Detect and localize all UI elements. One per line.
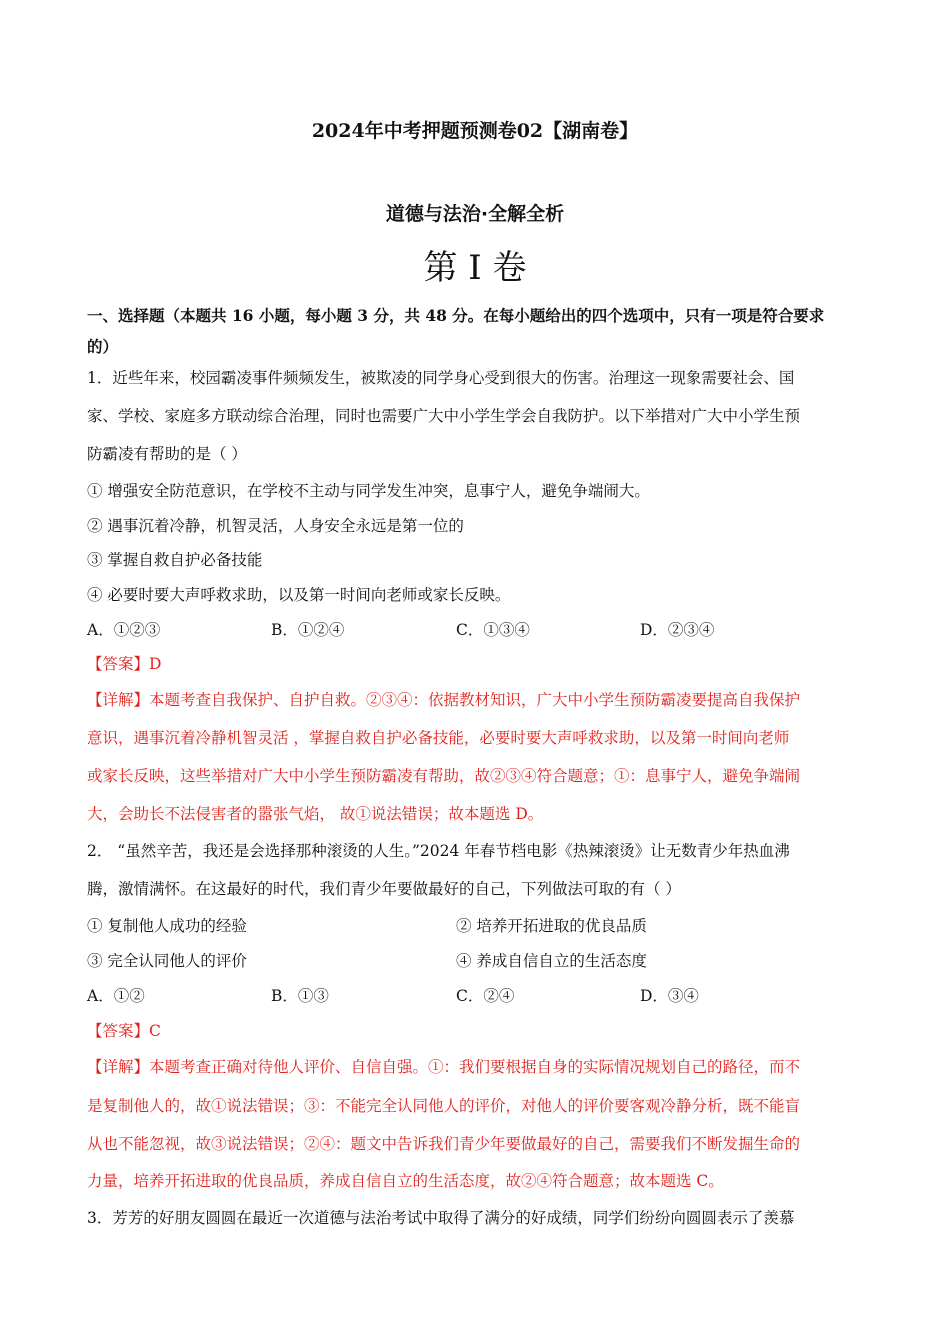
- q2-stem-line: 2． “虽然辛苦，我还是会选择那种滚烫的人生。”2024 年春节档电影《热辣滚烫》让无数青少年热血沸: [87, 842, 790, 860]
- q1-option-a: A．①②③: [87, 621, 161, 639]
- q1-analysis-line: 大，会助长不法侵害者的嚣张气焰， 故①说法错误；故本题选 D。: [87, 805, 544, 823]
- q1-stem-line: 1．近些年来，校园霸凌事件频频发生，被欺凌的同学身心受到很大的伤害。治理这一现象需要社会、国: [87, 369, 795, 387]
- q2-statement: ② 培养开拓进取的优良品质: [456, 917, 647, 935]
- q1-stem-line: 家、学校、家庭多方联动综合治理，同时也需要广大中小学生学会自我防护。以下举措对广大中小学生预: [87, 407, 801, 425]
- q2-option-c: C．②④: [456, 987, 515, 1005]
- q2-analysis-line: 从也不能忽视，故③说法错误；②④：题文中告诉我们青少年要做最好的自己，需要我们不断发掘生命的: [87, 1135, 801, 1153]
- exam-subtitle: 道德与法治·全解全析: [385, 203, 565, 225]
- q1-statement: ④ 必要时要大声呼救求助，以及第一时间向老师或家长反映。: [87, 586, 511, 604]
- q3-stem-line: 3．芳芳的好朋友圆圆在最近一次道德与法治考试中取得了满分的好成绩，同学们纷纷向圆圆表示了羡慕: [87, 1209, 795, 1227]
- q2-analysis-line: 是复制他人的，故①说法错误；③：不能完全认同他人的评价，对他人的评价要客观冷静分析，既不能盲: [87, 1097, 801, 1115]
- q1-analysis-line: 【详解】本题考查自我保护、自护自救。②③④：依据教材知识，广大中小学生预防霸凌要提高自我保护: [87, 691, 801, 709]
- q1-statement: ② 遇事沉着冷静，机智灵活，人身安全永远是第一位的: [87, 517, 464, 535]
- q2-option-d: D．③④: [640, 987, 699, 1005]
- volume-heading: 第 I 卷: [423, 248, 527, 288]
- q2-analysis-line: 【详解】本题考查正确对待他人评价、自信自强。①：我们要根据自身的实际情况规划自己的路径，而不: [87, 1058, 801, 1076]
- q2-statement: ③ 完全认同他人的评价: [87, 952, 247, 970]
- q1-analysis-line: 或家长反映，这些举措对广大中小学生预防霸凌有帮助，故②③④符合题意；①：息事宁人，避免争端闹: [87, 767, 801, 785]
- q1-statement: ③ 掌握自救自护必备技能: [87, 551, 263, 569]
- q2-option-b: B．①③: [271, 987, 329, 1005]
- q2-statement: ① 复制他人成功的经验: [87, 917, 247, 935]
- q2-option-a: A．①②: [87, 987, 145, 1005]
- q2-analysis-line: 力量，培养开拓进取的优良品质，养成自信自立的生活态度，故②④符合题意；故本题选 C。: [87, 1172, 724, 1190]
- q2-stem-line: 腾，激情满怀。在这最好的时代，我们青少年要做最好的自己，下列做法可取的有（ ）: [87, 880, 681, 898]
- q1-option-d: D．②③④: [640, 621, 715, 639]
- q2-statement: ④ 养成自信自立的生活态度: [456, 952, 647, 970]
- q1-stem-line: 防霸凌有帮助的是（ ）: [87, 445, 247, 463]
- q1-option-c: C．①③④: [456, 621, 530, 639]
- q2-answer: 【答案】C: [87, 1022, 161, 1040]
- q1-option-b: B．①②④: [271, 621, 345, 639]
- q1-answer: 【答案】D: [87, 655, 162, 673]
- q1-statement: ① 增强安全防范意识，在学校不主动与同学发生冲突，息事宁人，避免争端闹大。: [87, 482, 650, 500]
- q1-analysis-line: 意识，遇事沉着冷静机智灵活 ，掌握自救自护必备技能，必要时要大声呼救求助，以及第一时间向老师: [87, 729, 790, 747]
- exam-title: 2024年中考押题预测卷02【湖南卷】: [311, 120, 639, 142]
- section-instruction-cont: 的）: [87, 337, 119, 356]
- section-instruction: 一、选择题（本题共 16 小题，每小题 3 分，共 48 分。在每小题给出的四个选项中，只有一项是符合要求: [87, 306, 825, 325]
